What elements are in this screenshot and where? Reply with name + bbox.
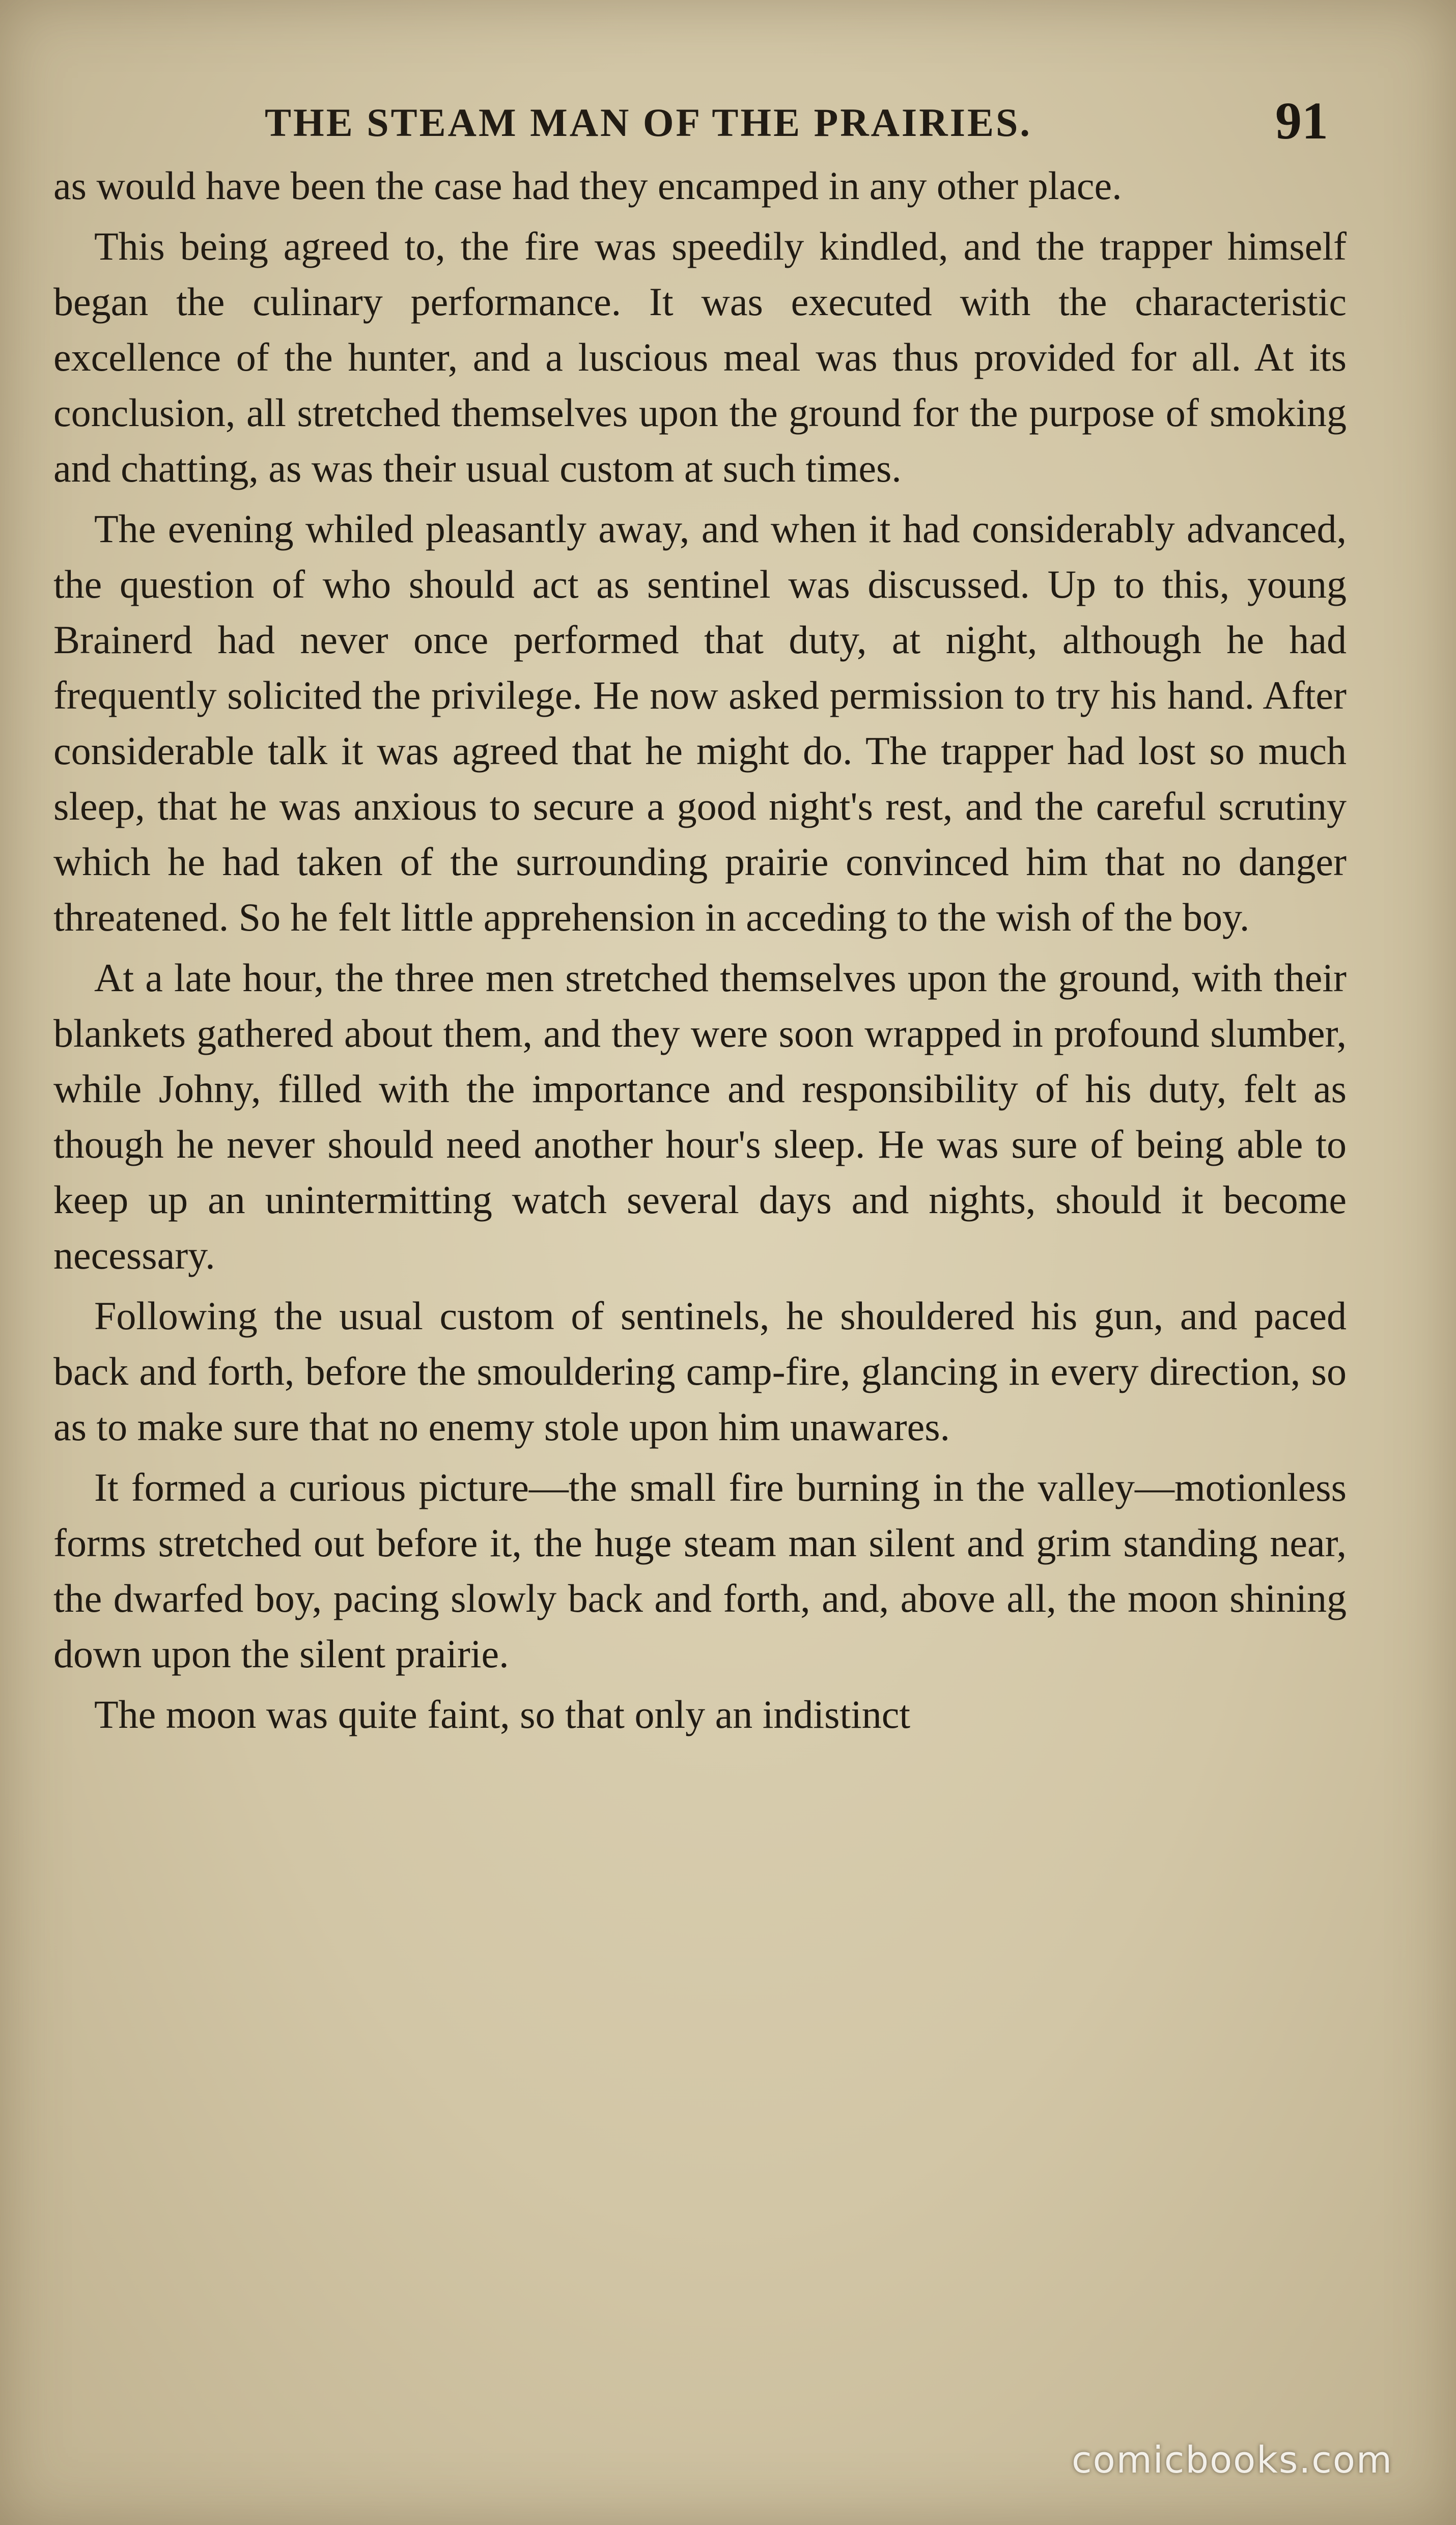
body-text: [53, 158, 1347, 1747]
running-title: THE STEAM MAN OF THE PRAIRIES.: [265, 100, 1032, 145]
paragraph: This being agreed to, the fire was speedily kindled, and the trapper himself began the culinary performance. It was executed with the characteristic excellence of the hunter, and a luscious meal was thus provided for all. At its conclusion, all stretched themselves upon the ground for the purpose of smoking and chatting, as was their usual custom at such times.: [53, 224, 1347, 490]
paragraph: At a late hour, the three men stretched themselves upon the ground, with their blankets gathered about them, and they were soon wrapped in profound slumber, while Johny, filled with the importance and responsibility of his duty, felt as though he never should need another hour's sleep. He was sure of being able to keep up an unintermitting watch several days and nights, should it become necessary.: [53, 956, 1347, 1277]
paragraph: The evening whiled pleasantly away, and when it had considerably advanced, the question of who should act as sentinel was discussed. Up to this, young Brainerd had never once performed that duty, at night, although he had frequently solicited the privilege. He now asked permission to try his hand. After considerable talk it was agreed that he might do. The trapper had lost so much sleep, that he was anxious to secure a good night's rest, and the careful scrutiny which he had taken of the surrounding prairie convinced him that no danger threatened. So he felt little apprehension in acceding to the wish of the boy.: [53, 507, 1347, 939]
paragraph: It formed a curious picture—the small fire burning in the valley—motionless forms stretched out before it, the huge steam man silent and grim standing near, the dwarfed boy, pacing slowly back and forth, and, above all, the moon shining down upon the silent prairie.: [53, 1465, 1347, 1676]
watermark: comicbooks.com: [1072, 2438, 1393, 2481]
page-number: 91: [1275, 92, 1328, 150]
paragraph: Following the usual custom of sentinels, he shouldered his gun, and paced back and forth, before the smouldering camp-fire, glancing in every direction, so as to make sure that no enemy stole upon him unawares.: [53, 1294, 1347, 1449]
running-head: [265, 91, 1436, 152]
paragraph-continuation: as would have been the case had they encamped in any other place.: [53, 163, 1122, 208]
paragraph-truncated: The moon was quite faint, so that only an indistinct: [94, 1692, 911, 1736]
